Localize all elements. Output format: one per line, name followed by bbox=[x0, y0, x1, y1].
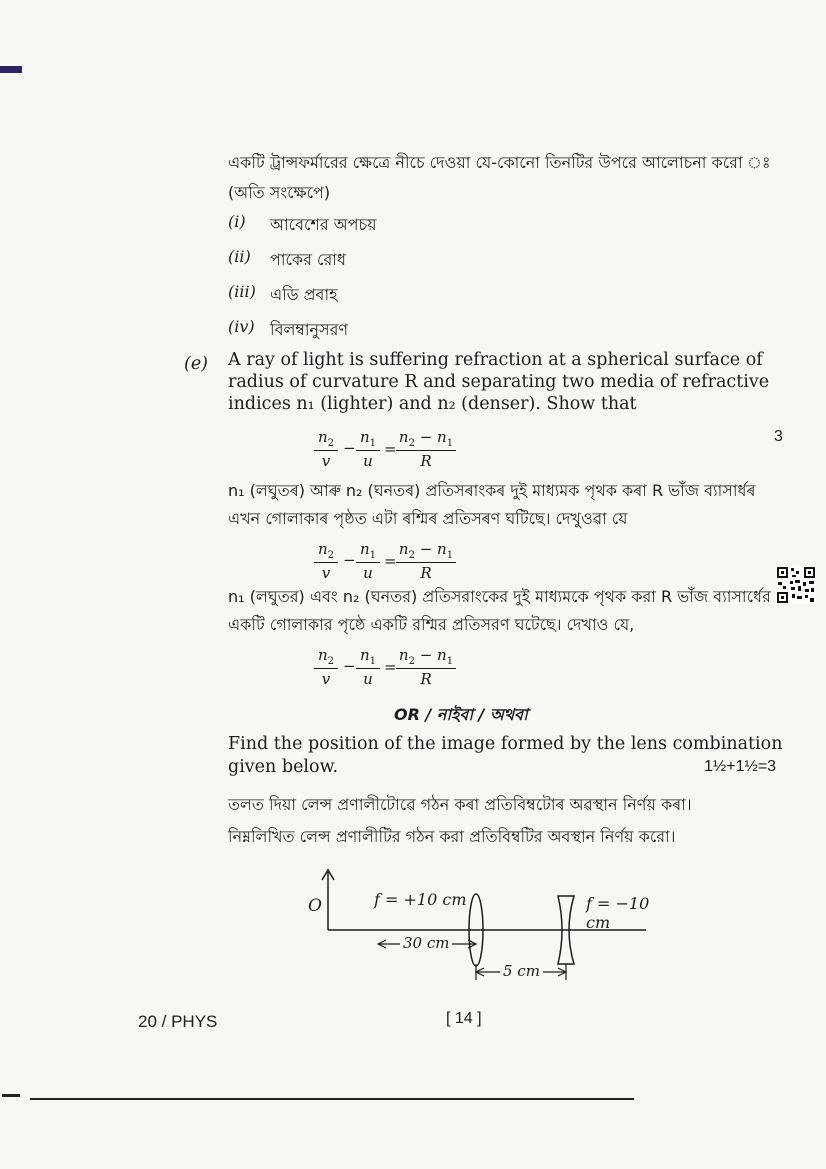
formula-denominator-v: v bbox=[321, 452, 331, 470]
list-item bbox=[228, 212, 528, 247]
question-label: (e) bbox=[184, 354, 209, 374]
fraction-bar bbox=[314, 450, 338, 451]
question-text-line1: A ray of light is suffering refraction at a spherical surface of bbox=[228, 350, 763, 370]
item-number: (iii) bbox=[228, 282, 256, 301]
item-number: (ii) bbox=[228, 247, 251, 266]
footer-page-number: [ 14 ] bbox=[446, 1010, 482, 1027]
formula-minus: − bbox=[343, 439, 356, 457]
lens-diagram bbox=[300, 864, 660, 984]
formula-block bbox=[310, 428, 460, 472]
formula-numerator-n1: $n_1$ bbox=[359, 540, 377, 561]
lens-question-line1: Find the position of the image formed by the lens combination bbox=[228, 734, 783, 754]
fraction-bar bbox=[396, 450, 456, 451]
formula-denominator-u: u bbox=[363, 670, 373, 688]
formula-rhs-numerator: $n_2 - n_1$ bbox=[398, 646, 454, 667]
bengali-question-line1: n₁ (লঘুতর) এবং n₂ (ঘনতর) প্রতিসরাংকের দুই মাধ্যমকে পৃথক করা R ভাঁজ ব্যাসার্ধের bbox=[228, 587, 771, 606]
formula-denominator-u: u bbox=[363, 452, 373, 470]
bottom-edge-line bbox=[30, 1098, 634, 1100]
question-text-line2: radius of curvature R and separating two media of refractive bbox=[228, 372, 770, 392]
item-text: এডি প্রবাহ bbox=[270, 285, 338, 304]
fraction-bar bbox=[356, 450, 380, 451]
list-item bbox=[228, 282, 528, 317]
item-text: বিলম্বানুসরণ bbox=[270, 320, 349, 339]
object-distance-label: 30 cm bbox=[400, 934, 452, 952]
edge-mark bbox=[0, 66, 22, 73]
fraction-bar bbox=[396, 562, 456, 563]
formula-denominator-R: R bbox=[420, 564, 432, 582]
lens-separation-label: 5 cm bbox=[500, 962, 543, 980]
bengali-question-line2: একটি গোলাকার পৃষ্ঠে একটি রশ্মির প্রতিসরণ ঘটেছে। দেখাও যে, bbox=[228, 615, 635, 634]
assamese-question-line1: n₁ (লঘুতৰ) আৰু n₂ (ঘনতৰ) প্ৰতিসৰাংকৰ দুই মাধ্যমক পৃথক কৰা R ভাঁজ ব্যাসাৰ্ধৰ bbox=[228, 481, 756, 500]
formula-numerator-n2: $n_2$ bbox=[317, 540, 335, 561]
bottom-edge-mark bbox=[2, 1094, 20, 1097]
formula-minus: − bbox=[343, 551, 356, 569]
footer-paper-code: 20 / PHYS bbox=[138, 1012, 218, 1031]
formula-denominator-v: v bbox=[321, 564, 331, 582]
fraction-bar bbox=[356, 562, 380, 563]
fraction-bar bbox=[314, 668, 338, 669]
assamese-question-line2: এখন গোলাকাৰ পৃষ্ঠত এটা ৰশ্মিৰ প্ৰতিসৰণ ঘটিছে। দেখুওৱা যে bbox=[228, 509, 628, 528]
marks-label: 1½+1½=3 bbox=[704, 758, 777, 775]
bengali-intro-line1: একটি ট্রান্সফর্মারের ক্ষেত্রে নীচে দেওয়া যে-কোনো তিনটির উপরে আলোচনা করো ঃ bbox=[228, 153, 771, 172]
item-number: (i) bbox=[228, 212, 246, 231]
formula-equals: = bbox=[384, 440, 397, 458]
lens-question-line2: given below. bbox=[228, 757, 339, 777]
marks-label: 3 bbox=[774, 428, 783, 445]
formula-block bbox=[310, 646, 460, 690]
formula-equals: = bbox=[384, 658, 397, 676]
object-label: O bbox=[308, 896, 322, 916]
formula-equals: = bbox=[384, 552, 397, 570]
fraction-bar bbox=[314, 562, 338, 563]
item-text: আবেশের অপচয় bbox=[270, 215, 377, 234]
formula-numerator-n1: $n_1$ bbox=[359, 646, 377, 667]
item-text: পাকের রোধ bbox=[270, 250, 346, 269]
formula-rhs-numerator: $n_2 - n_1$ bbox=[398, 540, 454, 561]
formula-minus: − bbox=[343, 657, 356, 675]
formula-denominator-u: u bbox=[363, 564, 373, 582]
bengali-intro-line2: (অতি সংক্ষেপে) bbox=[228, 183, 331, 202]
formula-rhs-numerator: $n_2 - n_1$ bbox=[398, 428, 454, 449]
bengali-item-list bbox=[228, 212, 528, 352]
formula-denominator-v: v bbox=[321, 670, 331, 688]
formula-denominator-R: R bbox=[420, 452, 432, 470]
fraction-bar bbox=[356, 668, 380, 669]
list-item bbox=[228, 317, 528, 352]
convex-lens-focal-label: f = +10 cm bbox=[374, 890, 467, 909]
or-separator: OR / নাইবা / অথবা bbox=[394, 705, 528, 724]
formula-numerator-n2: $n_2$ bbox=[317, 646, 335, 667]
formula-numerator-n1: $n_1$ bbox=[359, 428, 377, 449]
item-number: (iv) bbox=[228, 317, 255, 336]
bengali-lens-question: নিম্নলিখিত লেন্স প্রণালীটির গঠন করা প্রতিবিম্বটির অবস্থান নির্ণয় করো। bbox=[228, 827, 676, 846]
fraction-bar bbox=[396, 668, 456, 669]
qr-code-icon bbox=[776, 566, 816, 604]
formula-denominator-R: R bbox=[420, 670, 432, 688]
list-item bbox=[228, 247, 528, 282]
formula-block bbox=[310, 540, 460, 584]
concave-lens-focal-label: f = −10 cm bbox=[586, 894, 650, 932]
assamese-lens-question: তলত দিয়া লেন্স প্ৰণালীটোৱে গঠন কৰা প্ৰতিবিম্বটোৰ অৱস্থান নিৰ্ণয় কৰা। bbox=[228, 795, 692, 814]
formula-numerator-n2: $n_2$ bbox=[317, 428, 335, 449]
question-text-line3: indices n₁ (lighter) and n₂ (denser). Show that bbox=[228, 394, 637, 414]
